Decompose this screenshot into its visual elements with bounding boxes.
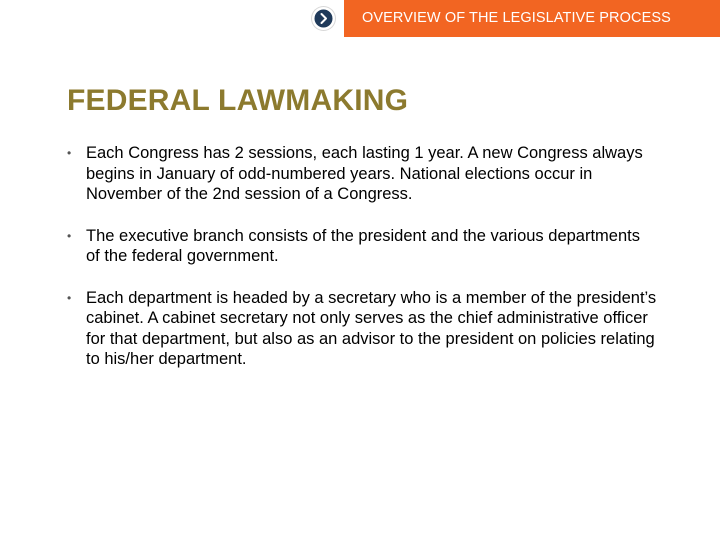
bullet-item	[67, 288, 657, 370]
chevron-right-circle-icon	[312, 7, 335, 30]
header-bar	[344, 0, 720, 37]
bullet-text: Each Congress has 2 sessions, each lasting 1 year. A new Congress always begins in January of odd-numbered years. National elections occur in November of the 2nd session of a Congress.	[86, 144, 643, 203]
header-title: OVERVIEW OF THE LEGISLATIVE PROCESS	[362, 10, 671, 26]
bullet-item	[67, 143, 657, 205]
slide-title: FEDERAL LAWMAKING	[67, 84, 409, 117]
bullet-text: The executive branch consists of the president and the various departments of the federal government.	[86, 226, 640, 265]
bullet-item	[67, 226, 657, 267]
bullet-list	[67, 143, 657, 391]
bullet-text: Each department is headed by a secretary who is a member of the president’s cabinet. A cabinet secretary not only serves as the chief administrative officer for that department, but also as an advisor to the president on policies relating to his/her department.	[86, 288, 657, 368]
bullet-marker: •	[67, 290, 72, 305]
next-slide-button[interactable]	[312, 7, 335, 30]
bullet-marker: •	[67, 228, 72, 243]
bullet-marker: •	[67, 146, 72, 160]
